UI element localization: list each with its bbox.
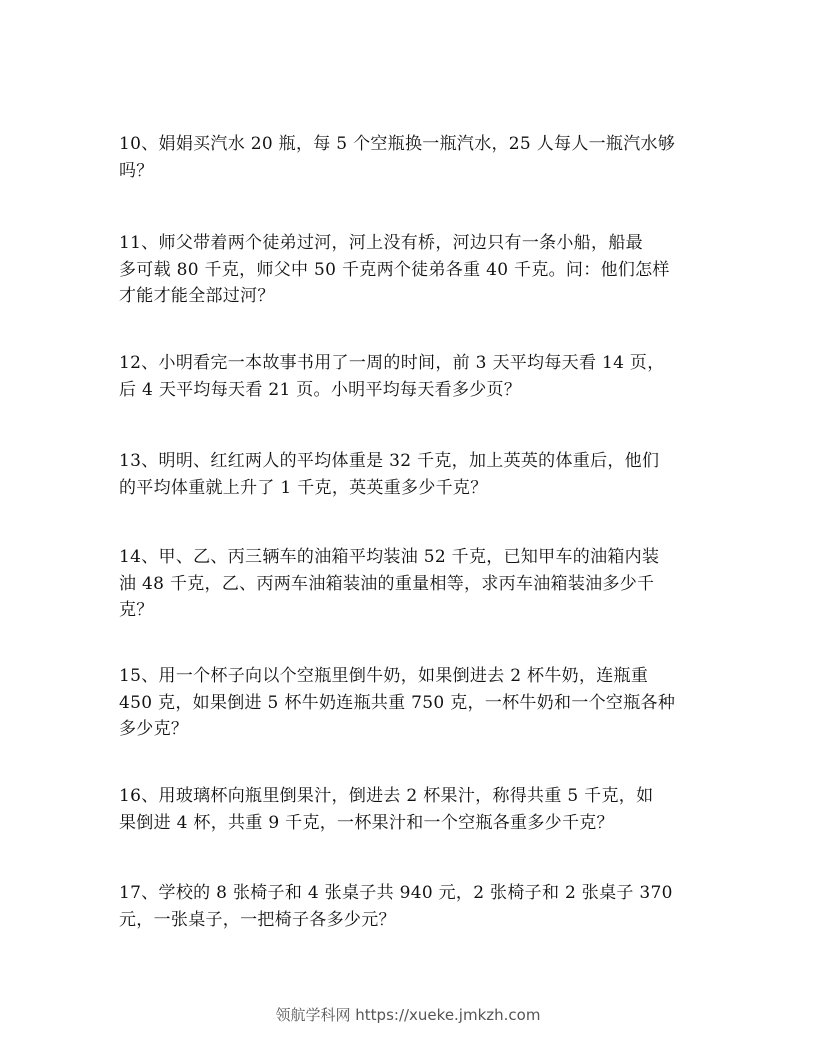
problem-line: 16、用玻璃杯向瓶里倒果汁，倒进去 2 杯果汁，称得共重 5 千克，如: [119, 786, 654, 806]
problem-line: 10、娟娟买汽水 20 瓶，每 5 个空瓶换一瓶汽水，25 人每人一瓶汽水够: [119, 134, 676, 154]
problem-line: 13、明明、红红两人的平均体重是 32 千克，加上英英的体重后，他们: [119, 451, 660, 471]
problem-line: 12、小明看完一本故事书用了一周的时间，前 3 天平均每天看 14 页，: [119, 353, 665, 373]
problem-10: [119, 131, 699, 184]
problem-line: 450 克，如果倒进 5 杯牛奶连瓶共重 750 克，一杯牛奶和一个空瓶各种: [119, 692, 676, 713]
problem-11: [119, 230, 699, 310]
problem-line: 果倒进 4 杯，共重 9 千克，一杯果汁和一个空瓶各重多少千克？: [119, 812, 614, 833]
problem-line: 油 48 千克，乙、丙两车油箱装油的重量相等，求丙车油箱装油多少千: [119, 573, 655, 594]
page-footer: 领航学科网 https://xueke.jmkzh.com: [275, 1006, 541, 1024]
problem-line: 吗？: [119, 160, 154, 181]
problem-line: 元，一张桌子，一把椅子各多少元？: [119, 909, 396, 930]
problem-16: [119, 783, 699, 836]
problem-17: [119, 880, 699, 933]
problem-line: 14、甲、乙、丙三辆车的油箱平均装油 52 千克，已知甲车的油箱内装: [119, 547, 660, 567]
problem-line: 17、学校的 8 张椅子和 4 张桌子共 940 元，2 张椅子和 2 张桌子 370: [119, 883, 673, 903]
problem-13: [119, 448, 699, 501]
problem-14: [119, 544, 699, 624]
problem-line: 多可载 80 千克，师父中 50 千克两个徒弟各重 40 千克。问：他们怎样: [119, 259, 670, 280]
problem-line: 后 4 天平均每天看 21 页。小明平均每天看多少页？: [119, 379, 522, 400]
problem-line: 克？: [119, 600, 154, 620]
problem-line: 的平均体重就上升了 1 千克，英英重多少千克？: [119, 477, 488, 498]
problem-line: 多少克？: [119, 719, 189, 739]
problem-line: 15、用一个杯子向以个空瓶里倒牛奶，如果倒进去 2 杯牛奶，连瓶重: [119, 666, 649, 686]
problem-15: [119, 663, 699, 743]
problem-12: [119, 350, 699, 403]
problem-line: 才能才能全部过河？: [119, 286, 275, 306]
problem-line: 11、师父带着两个徒弟过河，河上没有桥，河边只有一条小船，船最: [119, 233, 643, 253]
